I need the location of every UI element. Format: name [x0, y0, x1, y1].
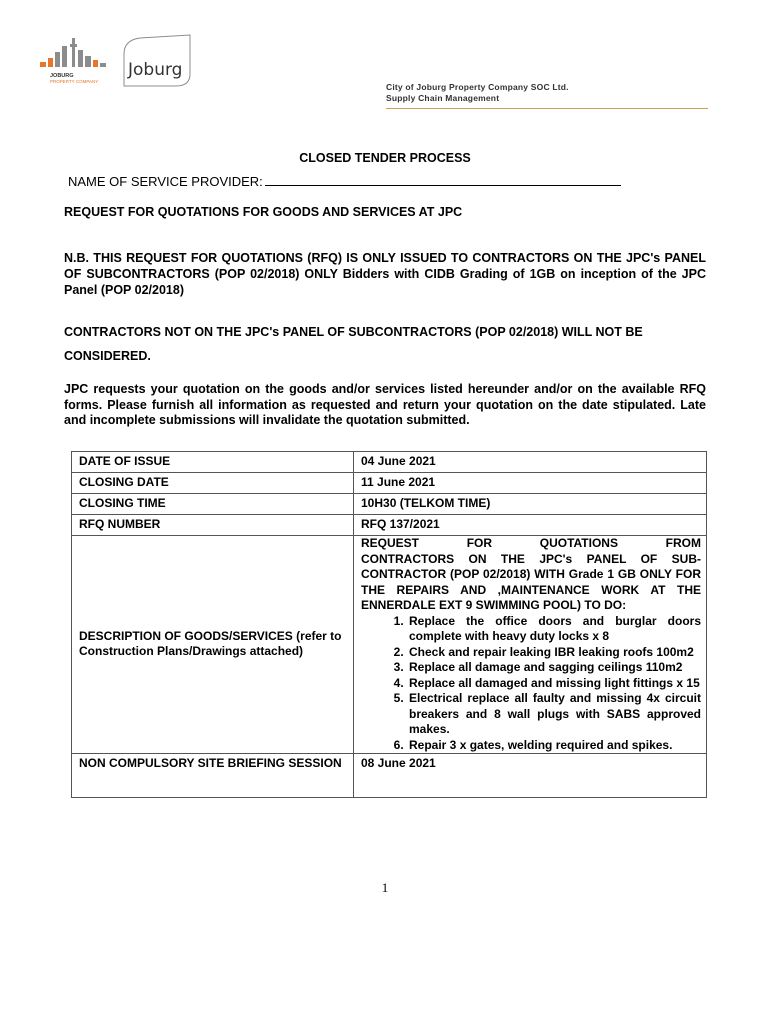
list-item: 3. Replace all damage and sagging ceilings 110m2	[407, 660, 701, 676]
svg-text:JOBURG: JOBURG	[50, 73, 74, 79]
list-item: 1. Replace the office doors and burglar doors complete with heavy duty locks x 8	[407, 614, 701, 645]
description-value	[354, 536, 707, 754]
description-intro	[361, 536, 701, 614]
intro-word: QUOTATIONS	[539, 536, 618, 550]
table-row	[72, 473, 707, 494]
intro-word: FOR	[466, 536, 493, 550]
rfq-number-label: RFQ NUMBER	[72, 515, 354, 536]
table-row	[72, 515, 707, 536]
site-briefing-label: NON COMPULSORY SITE BRIEFING SESSION	[72, 754, 354, 798]
list-item: 6. Repair 3 x gates, welding required and spikes.	[407, 738, 701, 754]
description-intro-rest: CONTRACTORS ON THE JPC's PANEL OF SUB-CONTRACTOR (POP 02/2018) WITH Grade 1 GB ONLY FOR THE REPAIRS AND ,MAINTENANCE WORK AT THE ENNERDALE EXT 9 SWIMMING POOL) TO DO:	[361, 551, 701, 612]
list-item: 2. Check and repair leaking IBR leaking roofs 100m2	[407, 645, 701, 661]
table-row	[72, 494, 707, 515]
service-provider-label: NAME OF SERVICE PROVIDER:	[68, 174, 263, 189]
svg-text:Joburg: Joburg	[128, 60, 183, 80]
table-row	[72, 754, 707, 798]
company-name: City of Joburg Property Company SOC Ltd.	[386, 82, 569, 92]
description-intro-first-line	[361, 536, 701, 552]
description-label: DESCRIPTION OF GOODS/SERVICES (refer to Construction Plans/Drawings attached)	[72, 536, 354, 754]
service-provider-line	[68, 174, 621, 189]
closing-time-label: CLOSING TIME	[72, 494, 354, 515]
jpc-logo	[38, 32, 112, 92]
site-briefing-value: 08 June 2021	[354, 754, 707, 798]
date-of-issue-label: DATE OF ISSUE	[72, 452, 354, 473]
task-list	[361, 614, 701, 754]
rfq-number-value: RFQ 137/2021	[354, 515, 707, 536]
date-of-issue-value: 04 June 2021	[354, 452, 707, 473]
document-title: CLOSED TENDER PROCESS	[299, 151, 471, 165]
header-divider	[386, 108, 708, 109]
intro-word: FROM	[665, 536, 701, 550]
intro-word: REQUEST	[361, 536, 420, 550]
warning-paragraph: CONTRACTORS NOT ON THE JPC's PANEL OF SUBCONTRACTORS (POP 02/2018) WILL NOT BE CONSIDERED.	[64, 325, 643, 363]
rfq-heading: REQUEST FOR QUOTATIONS FOR GOODS AND SERVICES AT JPC	[64, 205, 463, 219]
closing-date-label: CLOSING DATE	[72, 473, 354, 494]
list-item: 4. Replace all damaged and missing light fittings x 15	[407, 676, 701, 692]
service-provider-blank[interactable]	[265, 174, 621, 186]
page-number: 1	[381, 880, 389, 895]
department-name: Supply Chain Management	[386, 93, 500, 103]
closing-time-value: 10H30 (TELKOM TIME)	[354, 494, 707, 515]
svg-text:PROPERTY COMPANY: PROPERTY COMPANY	[50, 79, 99, 84]
nb-paragraph: N.B. THIS REQUEST FOR QUOTATIONS (RFQ) IS ONLY ISSUED TO CONTRACTORS ON THE JPC's PANEL OF SUBCONTRACTORS (POP 02/2018) ONLY Bidders with CIDB Grading of 1GB on inception of the JPC Panel (POP 02/2018)	[64, 251, 706, 297]
closing-date-value: 11 June 2021	[354, 473, 707, 494]
table-row	[72, 536, 707, 754]
list-item: 5. Electrical replace all faulty and missing 4x circuit breakers and 8 wall plugs with SABS approved makes.	[407, 691, 701, 738]
rfq-details-table	[71, 451, 707, 798]
table-row	[72, 452, 707, 473]
request-paragraph: JPC requests your quotation on the goods and/or services listed hereunder and/or on the available RFQ forms. Please furnish all information as requested and return your quotation on the date stipulated. Late and incomplete submissions will invalidate the quotation submitted.	[64, 382, 706, 427]
company-info	[386, 82, 569, 104]
joburg-logo	[118, 34, 196, 92]
